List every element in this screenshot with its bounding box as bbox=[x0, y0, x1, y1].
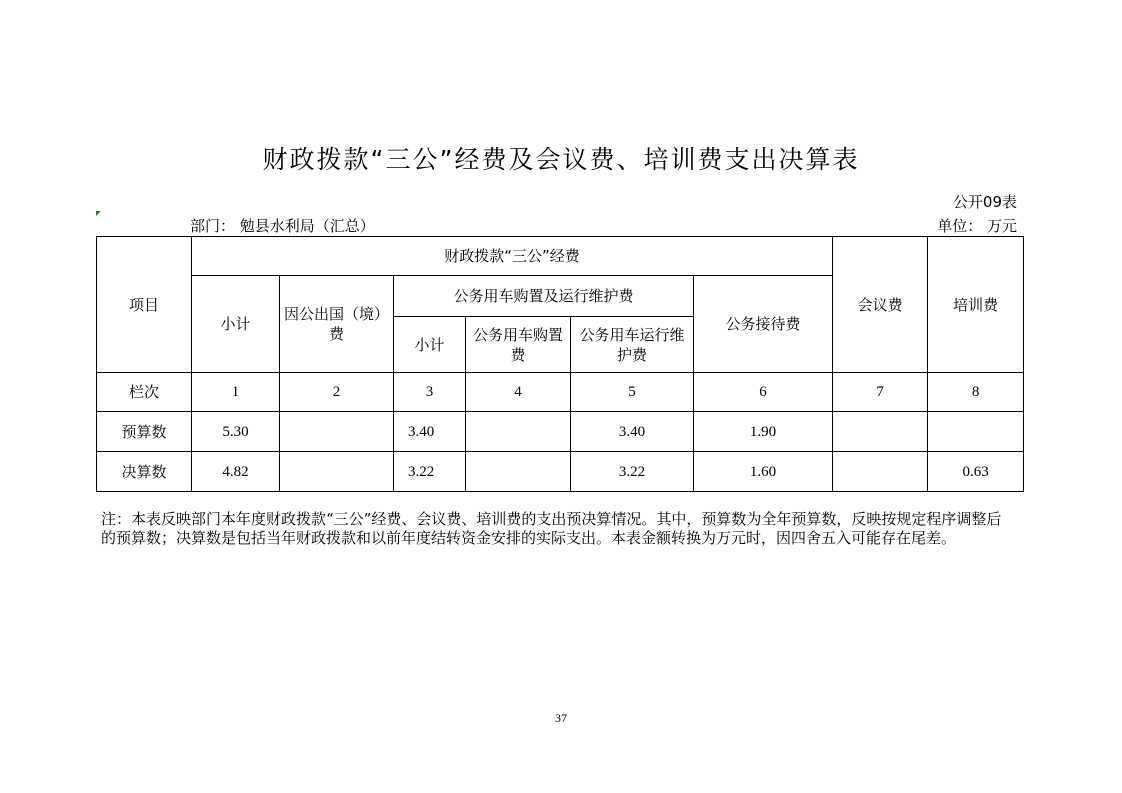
column-number: 5 bbox=[571, 373, 694, 412]
final-reception: 1.60 bbox=[694, 452, 833, 492]
budget-reception: 1.90 bbox=[694, 412, 833, 452]
department-label: 部门： 勉县水利局（汇总） bbox=[190, 217, 375, 235]
column-number: 3 bbox=[394, 373, 466, 412]
final-vehicle-operation: 3.22 bbox=[571, 452, 694, 492]
table-row bbox=[97, 452, 1024, 492]
header-vehicle-subtotal: 小计 bbox=[394, 317, 466, 373]
header-meeting: 会议费 bbox=[833, 237, 928, 373]
form-number: 公开09表 bbox=[952, 193, 1017, 211]
column-number: 6 bbox=[694, 373, 833, 412]
header-reception: 公务接待费 bbox=[694, 276, 833, 373]
column-number: 4 bbox=[466, 373, 571, 412]
expenditure-table bbox=[96, 236, 1024, 492]
column-row-label: 栏次 bbox=[97, 373, 192, 412]
page-number: 37 bbox=[555, 711, 567, 725]
budget-abroad bbox=[280, 412, 394, 452]
final-meeting bbox=[833, 452, 928, 492]
header-vehicle-purchase: 公务用车购置费 bbox=[466, 317, 571, 373]
final-abroad bbox=[280, 452, 394, 492]
budget-meeting bbox=[833, 412, 928, 452]
header-training: 培训费 bbox=[928, 237, 1024, 373]
budget-subtotal: 5.30 bbox=[192, 412, 280, 452]
budget-vehicle-operation: 3.40 bbox=[571, 412, 694, 452]
final-vehicle-purchase bbox=[466, 452, 571, 492]
header-vehicle-operation: 公务用车运行维护费 bbox=[571, 317, 694, 373]
row-label-final: 决算数 bbox=[97, 452, 192, 492]
row-label-budget: 预算数 bbox=[97, 412, 192, 452]
budget-training bbox=[928, 412, 1024, 452]
unit-label: 单位： 万元 bbox=[937, 217, 1017, 235]
table-row bbox=[97, 412, 1024, 452]
final-subtotal: 4.82 bbox=[192, 452, 280, 492]
column-number: 1 bbox=[192, 373, 280, 412]
final-training: 0.63 bbox=[928, 452, 1024, 492]
header-vehicle-group: 公务用车购置及运行维护费 bbox=[394, 276, 694, 317]
budget-vehicle-purchase bbox=[466, 412, 571, 452]
column-number: 7 bbox=[833, 373, 928, 412]
header-item: 项目 bbox=[97, 237, 192, 373]
column-number: 8 bbox=[928, 373, 1024, 412]
final-vehicle-subtotal: 3.22 bbox=[394, 452, 466, 492]
header-sangong-group: 财政拨款“三公”经费 bbox=[192, 237, 833, 276]
footnote: 注：本表反映部门本年度财政拨款“三公”经费、会议费、培训费的支出预决算情况。其中，预算数为全年预算数，反映按规定程序调整后的预算数；决算数是包括当年财政拨款和以前年度结转资金安排的实际支出。本表金额转换为万元时，因四舍五入可能存在尾差。 bbox=[101, 510, 1002, 547]
corner-mark bbox=[96, 211, 101, 216]
header-abroad: 因公出国（境）费 bbox=[280, 276, 394, 373]
column-number: 2 bbox=[280, 373, 394, 412]
header-subtotal: 小计 bbox=[192, 276, 280, 373]
page-title: 财政拨款“三公”经费及会议费、培训费支出决算表 bbox=[262, 145, 860, 174]
budget-vehicle-subtotal: 3.40 bbox=[394, 412, 466, 452]
